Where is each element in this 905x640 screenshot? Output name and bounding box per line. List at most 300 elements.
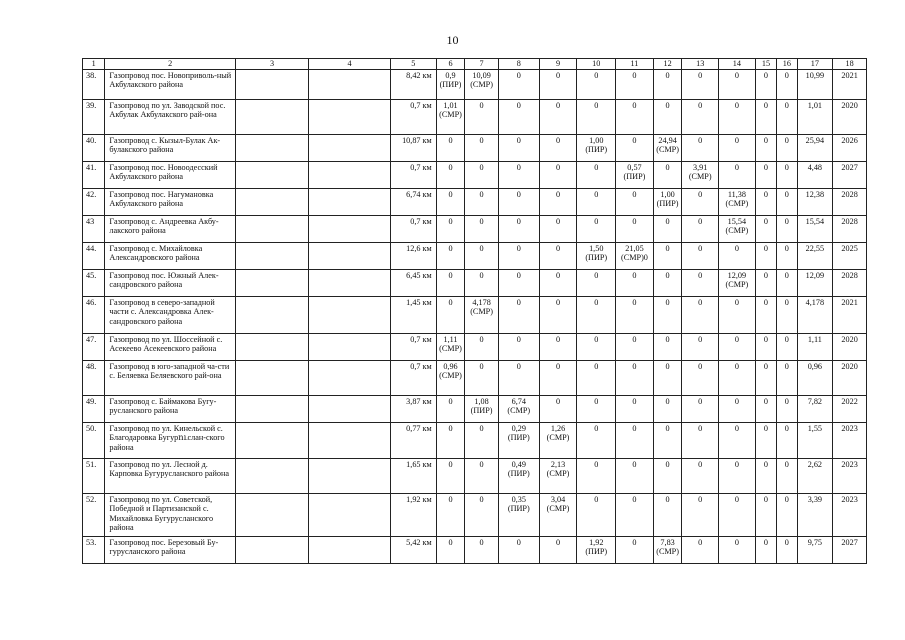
row-number: 44.	[83, 243, 105, 270]
funding-value: 0	[763, 244, 768, 253]
funding-cell	[498, 135, 539, 162]
column-number-row	[83, 59, 867, 70]
funding-value: 0	[555, 101, 561, 110]
table-row	[83, 361, 867, 396]
funding-value: 0	[665, 298, 670, 307]
funding-value: 0	[516, 71, 521, 80]
row-number: 52.	[83, 494, 105, 537]
work-type-label: (ПИР)	[507, 433, 530, 443]
funding-cell	[616, 537, 654, 564]
funding-value: 0	[665, 397, 670, 406]
funding-cell	[465, 243, 499, 270]
funding-cell	[682, 334, 719, 361]
funding-value: 0	[784, 217, 789, 226]
funding-value: 0	[448, 460, 453, 469]
funding-value: 0	[632, 397, 637, 406]
work-type-label: (СМР)	[439, 110, 462, 120]
funding-cell	[498, 396, 539, 423]
funding-cell	[755, 70, 776, 100]
funding-cell	[682, 135, 719, 162]
length-cell: 0,7 км	[390, 334, 436, 361]
funding-value: 3,04	[550, 495, 566, 504]
funding-cell	[577, 189, 616, 216]
funding-value: 7,83	[660, 538, 675, 547]
funding-cell	[755, 243, 776, 270]
funding-cell	[539, 135, 577, 162]
funding-value: 0	[665, 217, 670, 226]
funding-value: 0	[555, 163, 561, 172]
funding-value: 0	[448, 298, 453, 307]
funding-cell	[653, 396, 682, 423]
funding-cell	[755, 396, 776, 423]
funding-cell	[653, 70, 682, 100]
funding-value: 0	[784, 424, 789, 433]
funding-cell	[653, 423, 682, 459]
funding-cell	[653, 334, 682, 361]
table-row	[83, 216, 867, 243]
object-name: Газопровод с. Михайловка Александровского района	[105, 243, 235, 270]
funding-value: 0	[448, 244, 453, 253]
funding-value: 0,9	[445, 71, 456, 80]
funding-cell	[777, 459, 797, 494]
gas-pipeline-table	[82, 58, 867, 564]
funding-value: 0	[594, 271, 599, 280]
funding-value: 0	[448, 190, 453, 199]
funding-value: 0	[734, 101, 739, 110]
row-number: 38.	[83, 70, 105, 100]
total-cell: 22,55	[797, 243, 833, 270]
funding-cell	[653, 189, 682, 216]
funding-value: 0	[479, 136, 484, 145]
funding-value: 0	[555, 362, 561, 371]
funding-value: 21,05	[625, 244, 644, 253]
funding-value: 0	[516, 190, 521, 199]
funding-value: 0	[763, 163, 768, 172]
row-number: 50.	[83, 423, 105, 459]
funding-cell	[539, 297, 577, 334]
funding-cell	[539, 270, 577, 297]
col4-cell	[309, 459, 391, 494]
funding-value: 0	[698, 136, 703, 145]
funding-value: 0	[734, 397, 739, 406]
funding-cell	[498, 297, 539, 334]
funding-cell	[653, 361, 682, 396]
funding-value: 0	[734, 362, 739, 371]
col4-cell	[309, 494, 391, 537]
table-row	[83, 459, 867, 494]
col3-cell	[235, 135, 308, 162]
funding-cell	[465, 494, 499, 537]
funding-value: 0	[698, 424, 703, 433]
funding-value: 0	[632, 271, 637, 280]
funding-cell	[719, 537, 756, 564]
total-cell: 10,99	[797, 70, 833, 100]
column-header: 18	[833, 59, 867, 70]
funding-value: 0	[632, 495, 637, 504]
work-type-label: (ПИР)	[623, 172, 646, 182]
funding-cell	[616, 189, 654, 216]
funding-value: 0	[448, 271, 453, 280]
year-cell: 2021	[833, 70, 867, 100]
column-header: 13	[682, 59, 719, 70]
table-row	[83, 334, 867, 361]
funding-cell	[436, 361, 465, 396]
col4-cell	[309, 396, 391, 423]
funding-cell	[777, 135, 797, 162]
funding-cell	[465, 423, 499, 459]
funding-value: 0	[734, 71, 739, 80]
col4-cell	[309, 216, 391, 243]
funding-cell	[755, 297, 776, 334]
funding-value: 0	[479, 271, 484, 280]
funding-value: 0	[632, 538, 637, 547]
funding-value: 0	[448, 538, 453, 547]
funding-value: 0	[763, 101, 768, 110]
funding-value: 0	[698, 495, 703, 504]
funding-cell	[616, 243, 654, 270]
year-cell: 2020	[833, 100, 867, 135]
funding-cell	[539, 537, 577, 564]
funding-cell	[777, 537, 797, 564]
funding-value: 0	[516, 271, 521, 280]
length-cell: 6,74 км	[390, 189, 436, 216]
funding-cell	[436, 494, 465, 537]
funding-cell	[616, 297, 654, 334]
funding-cell	[577, 494, 616, 537]
funding-value: 0	[594, 217, 599, 226]
funding-cell	[539, 459, 577, 494]
row-number: 49.	[83, 396, 105, 423]
funding-value: 0	[763, 424, 768, 433]
total-cell: 4,48	[797, 162, 833, 189]
funding-cell	[777, 270, 797, 297]
funding-cell	[465, 135, 499, 162]
funding-value: 1,00	[660, 190, 675, 199]
object-name: Газопровод в юго-западной ча-сти с. Беляевка Беляевского рай-она	[105, 361, 235, 396]
funding-cell	[682, 396, 719, 423]
funding-value: 0	[734, 136, 739, 145]
total-cell: 7,82	[797, 396, 833, 423]
funding-cell	[719, 162, 756, 189]
funding-cell	[498, 189, 539, 216]
funding-cell	[719, 396, 756, 423]
funding-value: 0	[665, 271, 670, 280]
funding-cell	[498, 100, 539, 135]
col3-cell	[235, 70, 308, 100]
funding-value: 0	[784, 495, 789, 504]
funding-cell	[653, 537, 682, 564]
length-cell: 12,6 км	[390, 243, 436, 270]
funding-cell	[577, 459, 616, 494]
work-type-label: (ПИР)	[585, 547, 608, 557]
funding-value: 0	[698, 397, 703, 406]
length-cell: 5,42 км	[390, 537, 436, 564]
funding-cell	[777, 334, 797, 361]
column-header: 3	[235, 59, 308, 70]
funding-cell	[577, 396, 616, 423]
work-type-label: (ПИР)	[585, 145, 608, 155]
work-type-label: (СМР)	[688, 172, 712, 182]
col3-cell	[235, 459, 308, 494]
funding-cell	[755, 334, 776, 361]
funding-value: 0	[479, 424, 484, 433]
funding-cell	[755, 135, 776, 162]
funding-cell	[719, 270, 756, 297]
col3-cell	[235, 270, 308, 297]
funding-cell	[719, 459, 756, 494]
col3-cell	[235, 297, 308, 334]
funding-cell	[498, 494, 539, 537]
funding-cell	[777, 494, 797, 537]
funding-cell	[539, 494, 577, 537]
funding-value: 0	[594, 495, 599, 504]
funding-cell	[653, 100, 682, 135]
funding-value: 0	[632, 101, 637, 110]
funding-cell	[616, 334, 654, 361]
funding-value: 0	[594, 163, 599, 172]
work-type-label: (СМР)	[656, 547, 679, 557]
work-type-label: (ПИР)	[470, 406, 493, 416]
funding-value: 0	[665, 244, 670, 253]
funding-cell	[682, 537, 719, 564]
object-name: Газопровод пос. Нагумановка Акбулакского района	[105, 189, 235, 216]
funding-value: 0	[698, 101, 703, 110]
funding-value: 0	[479, 163, 484, 172]
funding-cell	[436, 423, 465, 459]
work-type-label: (СМР)	[725, 280, 749, 290]
funding-cell	[719, 100, 756, 135]
work-type-label: (СМР)	[470, 80, 493, 90]
table-row	[83, 537, 867, 564]
column-header: 1	[83, 59, 105, 70]
length-cell: 0,7 км	[390, 100, 436, 135]
funding-cell	[755, 270, 776, 297]
funding-cell	[577, 162, 616, 189]
funding-cell	[777, 100, 797, 135]
funding-cell	[616, 135, 654, 162]
col3-cell	[235, 423, 308, 459]
funding-cell	[465, 361, 499, 396]
funding-cell	[498, 459, 539, 494]
column-header: 7	[465, 59, 499, 70]
funding-value: 0	[632, 298, 637, 307]
funding-cell	[577, 297, 616, 334]
funding-value: 0	[698, 271, 703, 280]
funding-value: 0	[763, 397, 768, 406]
funding-cell	[577, 361, 616, 396]
funding-cell	[777, 396, 797, 423]
funding-value: 1,92	[589, 538, 604, 547]
object-name: Газопровод пос. Новоодесский Акбулакского района	[105, 162, 235, 189]
funding-value: 0,35	[511, 495, 526, 504]
work-type-label: (СМР)	[546, 504, 570, 514]
year-cell: 2023	[833, 423, 867, 459]
funding-cell	[682, 361, 719, 396]
funding-value: 0	[632, 136, 637, 145]
total-cell: 15,54	[797, 216, 833, 243]
funding-cell	[653, 459, 682, 494]
col4-cell	[309, 162, 391, 189]
funding-value: 0	[516, 335, 521, 344]
funding-cell	[777, 216, 797, 243]
funding-value: 0	[734, 244, 739, 253]
funding-value: 0,49	[511, 460, 526, 469]
year-cell: 2021	[833, 297, 867, 334]
funding-cell	[616, 70, 654, 100]
length-cell: 3,87 км	[390, 396, 436, 423]
funding-cell	[539, 396, 577, 423]
funding-value: 0,57	[627, 163, 642, 172]
col3-cell	[235, 537, 308, 564]
funding-value: 0	[698, 71, 703, 80]
funding-value: 1,11	[443, 335, 458, 344]
funding-value: 0	[479, 362, 484, 371]
column-header: 10	[577, 59, 616, 70]
funding-cell	[616, 459, 654, 494]
funding-cell	[577, 270, 616, 297]
col3-cell	[235, 100, 308, 135]
funding-value: 0	[516, 244, 521, 253]
funding-cell	[755, 361, 776, 396]
funding-cell	[682, 100, 719, 135]
funding-value: 0	[784, 298, 789, 307]
funding-value: 0	[632, 335, 637, 344]
funding-value: 0	[555, 136, 561, 145]
funding-cell	[577, 423, 616, 459]
row-number: 40.	[83, 135, 105, 162]
funding-cell	[777, 162, 797, 189]
table-row	[83, 396, 867, 423]
column-header: 2	[105, 59, 235, 70]
funding-cell	[539, 334, 577, 361]
object-name: Газопровод по ул. Лесной д. Карповка Бугурусланского района	[105, 459, 235, 494]
funding-value: 12,09	[727, 271, 747, 280]
funding-cell	[682, 189, 719, 216]
funding-cell	[777, 189, 797, 216]
table-row	[83, 70, 867, 100]
column-header: 9	[539, 59, 577, 70]
funding-value: 0	[665, 460, 670, 469]
funding-value: 0	[632, 217, 637, 226]
work-type-label: (ПИР)	[439, 80, 462, 90]
funding-value: 0	[784, 335, 789, 344]
length-cell: 0,7 км	[390, 216, 436, 243]
row-number: 46.	[83, 297, 105, 334]
funding-value: 1,26	[550, 424, 566, 433]
funding-value: 0,29	[511, 424, 526, 433]
funding-value: 0	[555, 271, 561, 280]
col4-cell	[309, 100, 391, 135]
funding-cell	[539, 100, 577, 135]
funding-cell	[465, 216, 499, 243]
funding-value: 3,91	[693, 163, 708, 172]
funding-cell	[577, 100, 616, 135]
object-name: Газопровод по ул. Заводской пос. Акбулак Акбулакского рай-она	[105, 100, 235, 135]
column-header: 15	[755, 59, 776, 70]
funding-value: 0	[516, 136, 521, 145]
funding-value: 0	[632, 190, 637, 199]
object-name: Газопровод по ул. Кинельской с. Благодаровка Бугурուслан-ского района	[105, 423, 235, 459]
funding-cell	[653, 135, 682, 162]
column-header: 11	[616, 59, 654, 70]
funding-cell	[755, 459, 776, 494]
total-cell: 3,39	[797, 494, 833, 537]
funding-value: 0	[479, 101, 484, 110]
funding-cell	[436, 135, 465, 162]
funding-cell	[436, 396, 465, 423]
funding-value: 0	[516, 362, 521, 371]
funding-value: 0	[665, 424, 670, 433]
funding-cell	[577, 334, 616, 361]
funding-value: 0	[516, 298, 521, 307]
year-cell: 2028	[833, 216, 867, 243]
funding-cell	[577, 70, 616, 100]
table-row	[83, 135, 867, 162]
funding-cell	[539, 189, 577, 216]
funding-value: 0	[763, 495, 768, 504]
funding-value: 0	[448, 217, 453, 226]
column-header: 4	[309, 59, 391, 70]
funding-cell	[755, 537, 776, 564]
funding-cell	[577, 243, 616, 270]
length-cell: 1,65 км	[390, 459, 436, 494]
total-cell: 25,94	[797, 135, 833, 162]
funding-value: 0	[665, 335, 670, 344]
funding-value: 0	[665, 71, 670, 80]
funding-cell	[498, 361, 539, 396]
funding-value: 0	[763, 335, 768, 344]
col4-cell	[309, 70, 391, 100]
year-cell: 2025	[833, 243, 867, 270]
year-cell: 2027	[833, 162, 867, 189]
funding-value: 1,01	[443, 101, 458, 110]
funding-cell	[682, 423, 719, 459]
funding-value: 0	[784, 71, 789, 80]
col3-cell	[235, 361, 308, 396]
funding-cell	[436, 100, 465, 135]
funding-cell	[616, 396, 654, 423]
funding-cell	[653, 216, 682, 243]
funding-cell	[653, 243, 682, 270]
funding-value: 0	[516, 217, 521, 226]
funding-value: 0	[734, 163, 739, 172]
column-header: 14	[719, 59, 756, 70]
year-cell: 2028	[833, 189, 867, 216]
funding-value: 0	[698, 298, 703, 307]
funding-cell	[755, 189, 776, 216]
funding-cell	[498, 537, 539, 564]
funding-value: 0	[763, 538, 768, 547]
funding-value: 0	[555, 244, 561, 253]
col4-cell	[309, 361, 391, 396]
object-name: Газопровод пос. Новоприволь-ный Акбулакского района	[105, 70, 235, 100]
row-number: 47.	[83, 334, 105, 361]
funding-value: 0	[734, 538, 739, 547]
work-type-label: (СМР)	[507, 406, 531, 416]
funding-cell	[682, 459, 719, 494]
col4-cell	[309, 537, 391, 564]
funding-cell	[498, 423, 539, 459]
funding-value: 0	[555, 335, 561, 344]
funding-cell	[465, 162, 499, 189]
funding-value: 0	[784, 190, 789, 199]
row-number: 48.	[83, 361, 105, 396]
length-cell: 8,42 км	[390, 70, 436, 100]
length-cell: 0,7 км	[390, 162, 436, 189]
funding-value: 0	[665, 101, 670, 110]
funding-cell	[498, 70, 539, 100]
funding-value: 0	[516, 538, 521, 547]
